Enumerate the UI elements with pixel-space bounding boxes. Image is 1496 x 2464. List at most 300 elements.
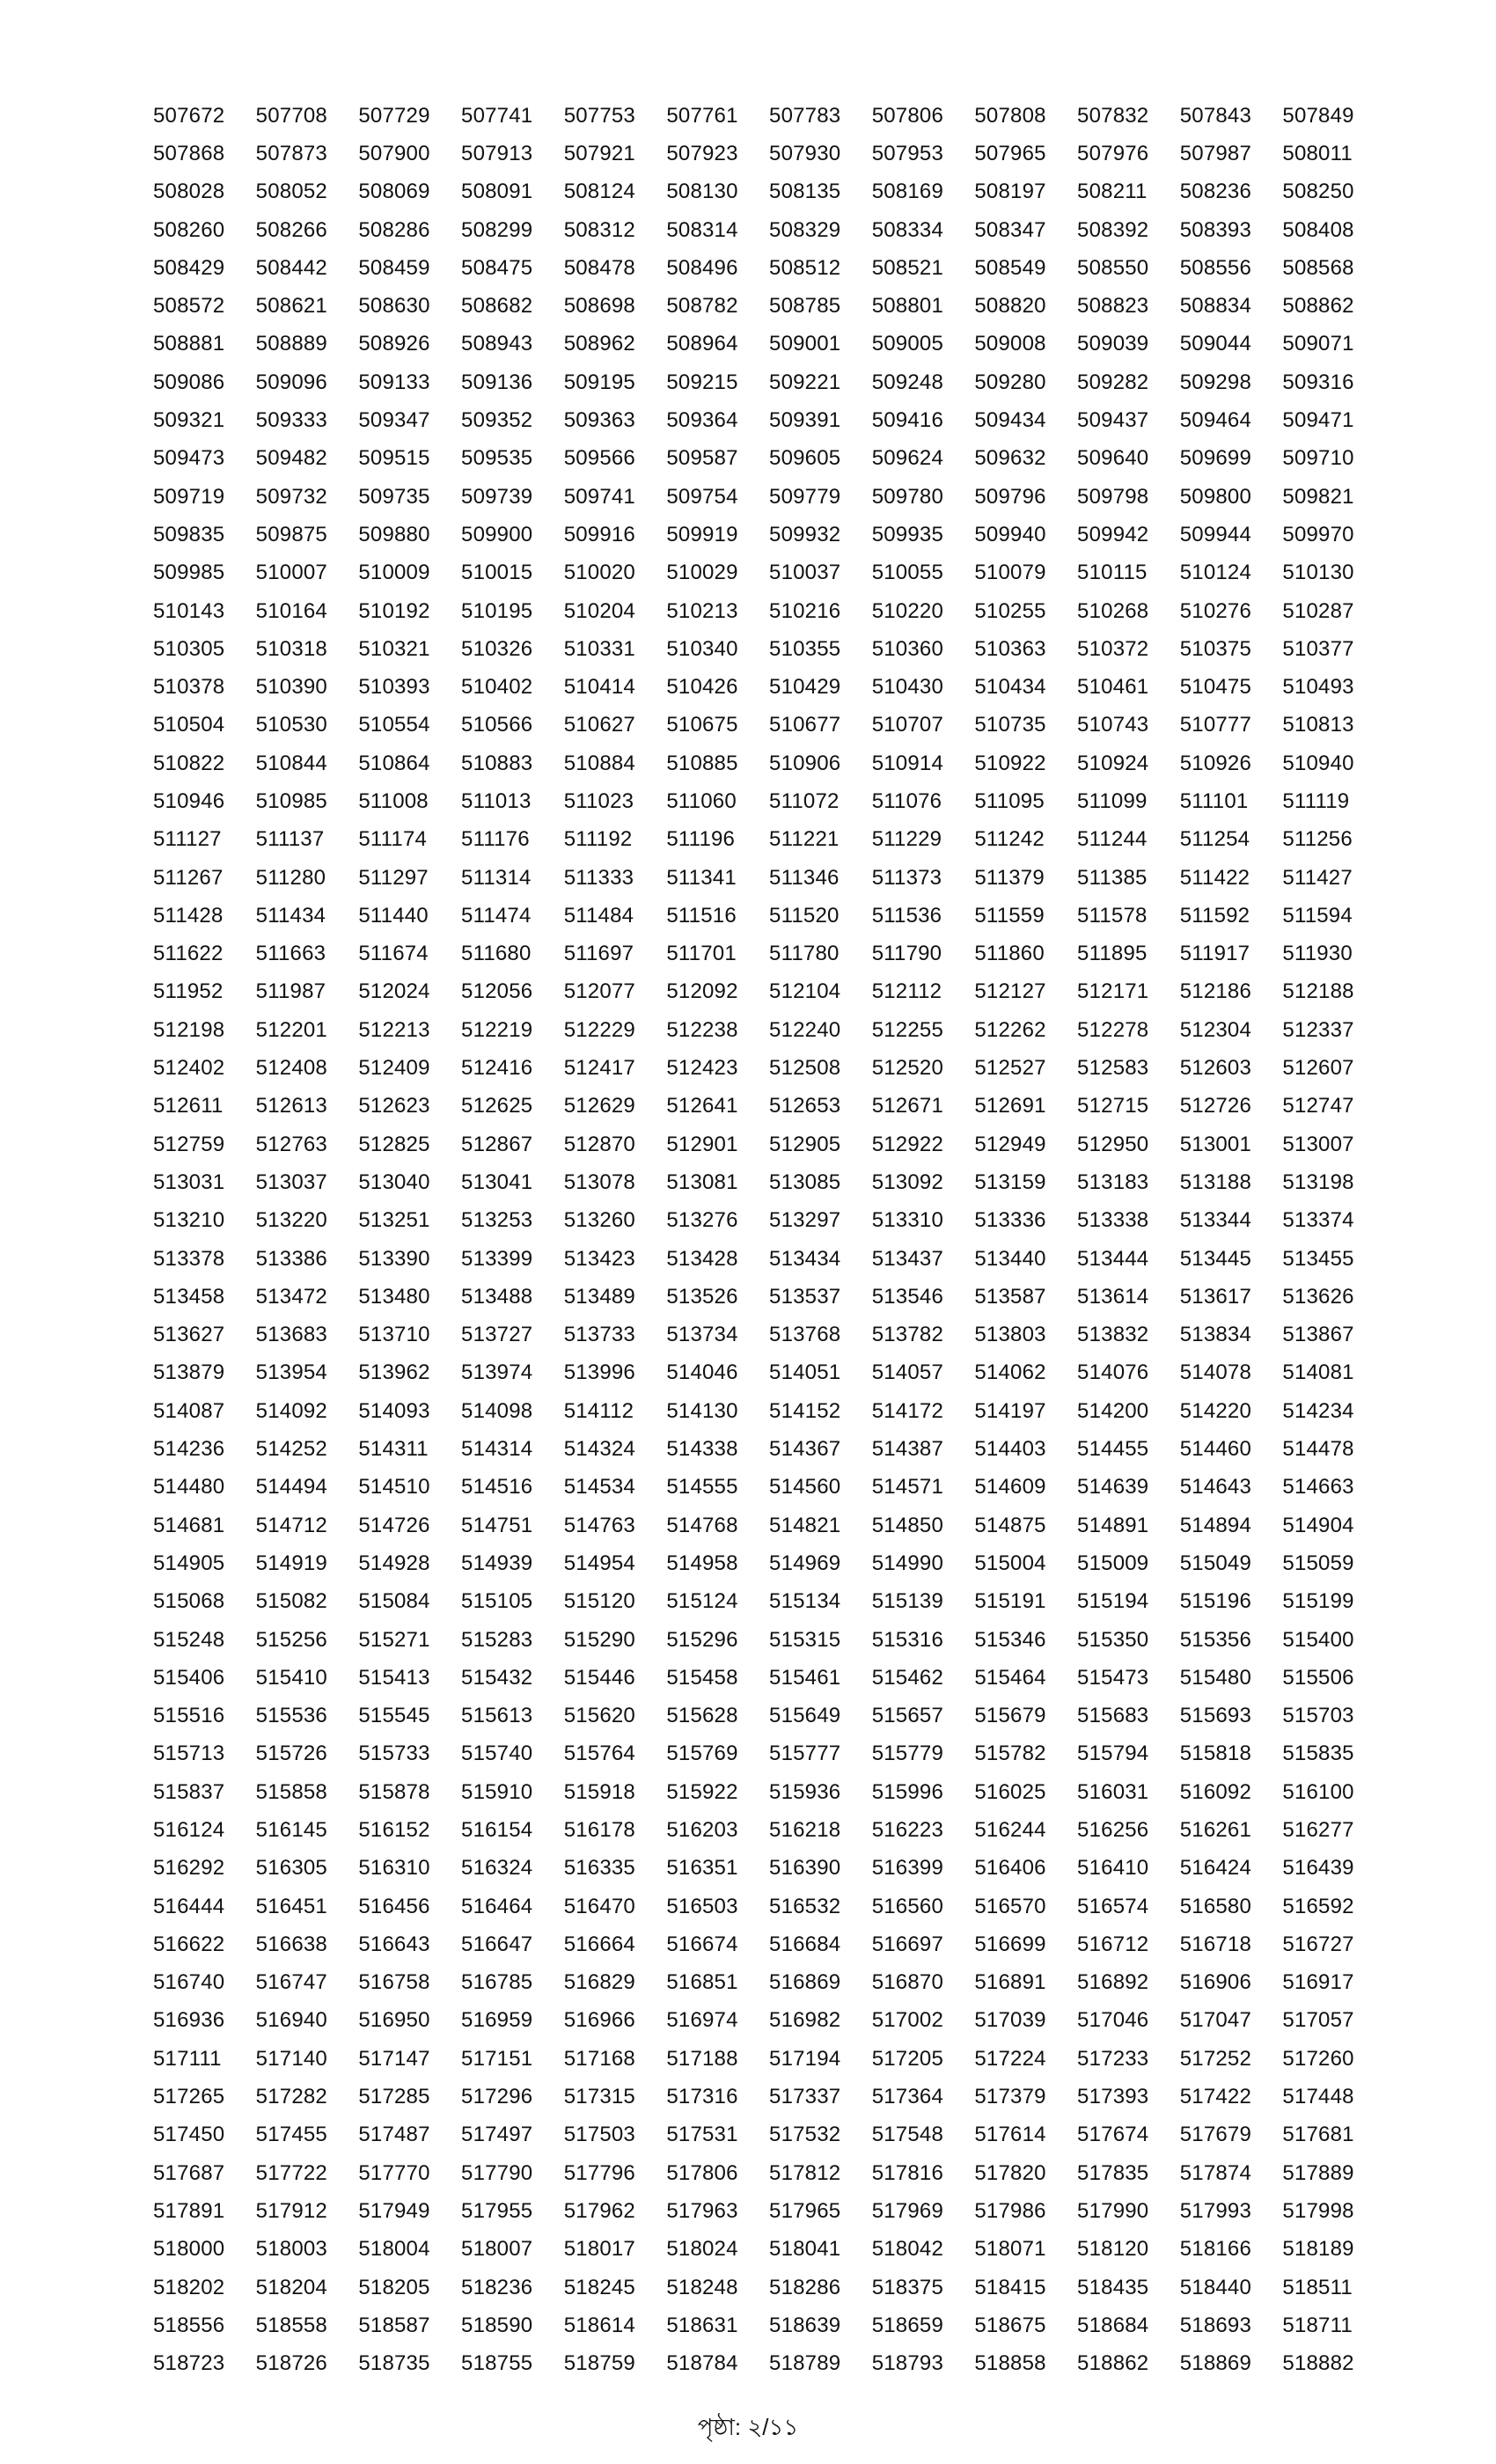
- roll-number: 510340: [666, 636, 738, 661]
- roll-number: 517963: [666, 2198, 738, 2223]
- roll-number: 518793: [871, 2351, 943, 2376]
- roll-number: 518726: [255, 2351, 327, 2376]
- roll-number: 512508: [769, 1056, 841, 1081]
- roll-number: 511952: [153, 979, 224, 1004]
- roll-number: 513007: [1282, 1132, 1354, 1156]
- roll-number: 512653: [769, 1094, 841, 1118]
- roll-number: 514571: [871, 1475, 943, 1500]
- roll-number: 508135: [769, 180, 841, 204]
- number-row: [153, 1163, 1385, 1201]
- roll-number: 515794: [1077, 1742, 1149, 1766]
- roll-number: 509298: [1179, 370, 1252, 394]
- roll-number: 518759: [563, 2351, 635, 2376]
- roll-number: 512905: [769, 1132, 841, 1156]
- roll-number: 511297: [358, 865, 429, 890]
- roll-number: 512112: [871, 979, 942, 1004]
- roll-number: 518511: [1282, 2275, 1353, 2299]
- roll-number: 517450: [153, 2123, 225, 2147]
- roll-number: 516560: [871, 1894, 943, 1918]
- number-row: [153, 1773, 1385, 1811]
- roll-number: 515406: [153, 1665, 225, 1690]
- roll-number: 516940: [255, 2008, 327, 2033]
- number-row: [153, 1316, 1385, 1354]
- roll-number: 512056: [461, 979, 533, 1004]
- roll-number: 515480: [1179, 1665, 1252, 1690]
- roll-number: 510115: [1077, 561, 1148, 585]
- roll-number: 510429: [769, 675, 841, 700]
- roll-number: 514234: [1282, 1398, 1354, 1423]
- roll-number: 512527: [974, 1056, 1046, 1081]
- roll-number: 511440: [358, 903, 429, 928]
- roll-number: 508197: [974, 180, 1046, 204]
- roll-number: 510318: [255, 636, 327, 661]
- roll-number: 518631: [666, 2313, 738, 2337]
- roll-number: 518375: [871, 2275, 943, 2299]
- roll-number: 516124: [153, 1818, 225, 1842]
- roll-number: 510276: [1179, 598, 1252, 623]
- roll-number: 515296: [666, 1627, 738, 1652]
- roll-number: 509800: [1179, 484, 1252, 509]
- roll-number: 514220: [1179, 1398, 1252, 1423]
- roll-number: 510985: [255, 788, 327, 813]
- number-row: [153, 744, 1385, 782]
- roll-number: 518435: [1077, 2275, 1149, 2299]
- roll-number: 508512: [769, 255, 841, 280]
- roll-number: 513374: [1282, 1208, 1354, 1233]
- roll-number: 513458: [153, 1284, 225, 1309]
- roll-number: 517337: [769, 2085, 841, 2109]
- roll-number: 512238: [666, 1017, 738, 1042]
- roll-number: 517448: [1282, 2085, 1354, 2109]
- roll-number: 508572: [153, 294, 225, 319]
- roll-number: 511674: [358, 942, 429, 966]
- roll-number: 512240: [769, 1017, 841, 1042]
- roll-number: 515194: [1077, 1589, 1149, 1614]
- roll-number: 517806: [666, 2160, 738, 2185]
- number-row: [153, 211, 1385, 249]
- roll-number: 516829: [563, 1970, 635, 1995]
- number-row: [153, 630, 1385, 668]
- roll-number: 515473: [1077, 1665, 1149, 1690]
- roll-number: 508314: [666, 217, 738, 242]
- roll-number: 513338: [1077, 1208, 1149, 1233]
- roll-number: 518789: [769, 2351, 841, 2376]
- roll-number: 511680: [461, 942, 532, 966]
- roll-number: 509363: [563, 408, 635, 433]
- roll-number: 517891: [153, 2198, 225, 2223]
- roll-number: 511196: [666, 827, 736, 852]
- roll-number: 510504: [153, 713, 225, 737]
- roll-number: 512024: [358, 979, 430, 1004]
- roll-number: 515679: [974, 1704, 1046, 1728]
- roll-number: 513537: [769, 1284, 841, 1309]
- roll-number: 511013: [461, 788, 532, 813]
- roll-number: 512629: [563, 1094, 635, 1118]
- number-row: [153, 1888, 1385, 1925]
- number-row: [153, 478, 1385, 516]
- roll-number: 507868: [153, 141, 225, 165]
- roll-number: 513489: [563, 1284, 635, 1309]
- roll-number: 514494: [255, 1475, 327, 1500]
- roll-number: 518659: [871, 2313, 943, 2337]
- roll-number: 514087: [153, 1398, 225, 1423]
- number-row: [153, 592, 1385, 630]
- roll-number: 517912: [255, 2198, 327, 2223]
- roll-number: 514324: [563, 1437, 635, 1462]
- roll-number: 518556: [153, 2313, 225, 2337]
- number-row: [153, 1697, 1385, 1734]
- roll-number: 515283: [461, 1627, 533, 1652]
- number-row: [153, 668, 1385, 706]
- roll-number: 515922: [666, 1779, 738, 1804]
- roll-number: 513782: [871, 1323, 943, 1347]
- roll-number: 509535: [461, 446, 533, 471]
- roll-number: 516218: [769, 1818, 841, 1842]
- roll-number: 512759: [153, 1132, 225, 1156]
- roll-number: 508682: [461, 294, 533, 319]
- number-row: [153, 973, 1385, 1011]
- roll-number: 510007: [255, 561, 327, 585]
- roll-number: 511256: [1282, 827, 1353, 852]
- roll-number: 513001: [1179, 1132, 1252, 1156]
- roll-number: 507761: [666, 103, 738, 128]
- roll-number: 515009: [1077, 1551, 1149, 1575]
- roll-number: 514387: [871, 1437, 943, 1462]
- roll-number: 509739: [461, 484, 533, 509]
- roll-number: 516974: [666, 2008, 738, 2033]
- roll-number: 509719: [153, 484, 225, 509]
- roll-number: 511373: [871, 865, 942, 890]
- roll-number: 516305: [255, 1856, 327, 1881]
- roll-number: 510946: [153, 788, 225, 813]
- roll-number: 515462: [871, 1665, 943, 1690]
- roll-number: 514076: [1077, 1360, 1149, 1385]
- roll-number: 509437: [1077, 408, 1149, 433]
- roll-number: 512607: [1282, 1056, 1354, 1081]
- roll-number: 508568: [1282, 255, 1354, 280]
- roll-number: 515620: [563, 1704, 635, 1728]
- roll-number: 517046: [1077, 2008, 1149, 2033]
- roll-number: 513344: [1179, 1208, 1252, 1233]
- number-row: [153, 1507, 1385, 1544]
- roll-number: 507849: [1282, 103, 1354, 128]
- roll-number: 510924: [1077, 751, 1149, 775]
- roll-number: 512337: [1282, 1017, 1354, 1042]
- number-row: [153, 1202, 1385, 1240]
- number-row: [153, 1088, 1385, 1126]
- roll-number: 507976: [1077, 141, 1149, 165]
- roll-number: 517140: [255, 2046, 327, 2071]
- roll-number: 510493: [1282, 675, 1354, 700]
- roll-number: 513879: [153, 1360, 225, 1385]
- roll-number: 515271: [358, 1627, 430, 1652]
- number-row: [153, 1925, 1385, 1963]
- roll-number: 511341: [666, 865, 737, 890]
- roll-number: 512219: [461, 1017, 533, 1042]
- roll-number: 509001: [769, 332, 841, 356]
- roll-number: 515996: [871, 1779, 943, 1804]
- roll-number: 513423: [563, 1246, 635, 1271]
- roll-number: 511174: [358, 827, 428, 852]
- roll-number: 516092: [1179, 1779, 1252, 1804]
- roll-number: 508169: [871, 180, 943, 204]
- roll-number: 516684: [769, 1932, 841, 1956]
- roll-number: 513220: [255, 1208, 327, 1233]
- roll-number: 514460: [1179, 1437, 1252, 1462]
- roll-number: 516699: [974, 1932, 1046, 1956]
- roll-number: 510922: [974, 751, 1046, 775]
- roll-number: 515918: [563, 1779, 635, 1804]
- roll-number: 515082: [255, 1589, 327, 1614]
- roll-number: 509699: [1179, 446, 1252, 471]
- roll-number: 515545: [358, 1704, 430, 1728]
- roll-number: 515764: [563, 1742, 635, 1766]
- number-row: [153, 2306, 1385, 2344]
- roll-number: 513251: [358, 1208, 430, 1233]
- roll-number: 511008: [358, 788, 429, 813]
- roll-number: 508496: [666, 255, 738, 280]
- roll-number: 509471: [1282, 408, 1354, 433]
- roll-number: 509942: [1077, 522, 1149, 546]
- roll-number: 518693: [1179, 2313, 1252, 2337]
- roll-number: 516950: [358, 2008, 430, 2033]
- roll-number: 515858: [255, 1779, 327, 1804]
- roll-number: 508478: [563, 255, 635, 280]
- roll-number: 514681: [153, 1513, 225, 1537]
- roll-number: 509221: [769, 370, 841, 394]
- roll-number: 516390: [769, 1856, 841, 1881]
- roll-number: 516451: [255, 1894, 327, 1918]
- roll-number: 515084: [358, 1589, 430, 1614]
- roll-number: 513188: [1179, 1170, 1252, 1194]
- roll-number: 511790: [871, 942, 942, 966]
- number-row: [153, 1240, 1385, 1278]
- number-row: [153, 401, 1385, 439]
- roll-number: 514560: [769, 1475, 841, 1500]
- roll-number: 516470: [563, 1894, 635, 1918]
- roll-number: 518882: [1282, 2351, 1354, 2376]
- roll-number: 518440: [1179, 2275, 1252, 2299]
- roll-number: 514639: [1077, 1475, 1149, 1500]
- number-row: [153, 287, 1385, 325]
- roll-number: 515410: [255, 1665, 327, 1690]
- number-row: [153, 2040, 1385, 2078]
- roll-number: 516891: [974, 1970, 1046, 1995]
- number-row: [153, 440, 1385, 478]
- roll-number: 508429: [153, 255, 225, 280]
- roll-number: 518735: [358, 2351, 430, 2376]
- roll-number: 516959: [461, 2008, 533, 2033]
- roll-number: 516870: [871, 1970, 943, 1995]
- roll-number: 508834: [1179, 294, 1252, 319]
- roll-number: 508052: [255, 180, 327, 204]
- roll-number: 508698: [563, 294, 635, 319]
- roll-number: 517962: [563, 2198, 635, 2223]
- roll-number: 517002: [871, 2008, 943, 2033]
- roll-number: 517993: [1179, 2198, 1252, 2223]
- roll-number: 515105: [461, 1589, 533, 1614]
- roll-number: 508621: [255, 294, 327, 319]
- roll-number: 513081: [666, 1170, 738, 1194]
- roll-number: 509940: [974, 522, 1046, 546]
- roll-number: 515713: [153, 1742, 225, 1766]
- roll-number: 511697: [563, 942, 634, 966]
- roll-number: 509780: [871, 484, 943, 509]
- roll-number: 517393: [1077, 2085, 1149, 2109]
- roll-number: 516351: [666, 1856, 738, 1881]
- roll-number: 516444: [153, 1894, 225, 1918]
- roll-number: 511379: [974, 865, 1045, 890]
- roll-number: 518590: [461, 2313, 533, 2337]
- roll-number: 517315: [563, 2085, 635, 2109]
- roll-number: 510037: [769, 561, 841, 585]
- roll-number: 512092: [666, 979, 738, 1004]
- roll-number: 515346: [974, 1627, 1046, 1652]
- roll-number: 507729: [358, 103, 430, 128]
- roll-number: 515004: [974, 1551, 1046, 1575]
- roll-number: 514455: [1077, 1437, 1149, 1462]
- roll-number: 510204: [563, 598, 635, 623]
- number-row: [153, 1964, 1385, 2002]
- roll-number: 512691: [974, 1094, 1046, 1118]
- number-row: [153, 135, 1385, 172]
- roll-number: 516145: [255, 1818, 327, 1842]
- roll-number: 510777: [1179, 713, 1252, 737]
- roll-number: 510363: [974, 636, 1046, 661]
- roll-number: 514768: [666, 1513, 738, 1537]
- roll-number: 515703: [1282, 1704, 1354, 1728]
- roll-number: 514046: [666, 1360, 738, 1385]
- roll-number: 509482: [255, 446, 327, 471]
- roll-number: 516244: [974, 1818, 1046, 1842]
- roll-number: 514751: [461, 1513, 533, 1537]
- roll-number: 511101: [1179, 788, 1249, 813]
- roll-number: 509416: [871, 408, 943, 433]
- roll-number: 510192: [358, 598, 430, 623]
- roll-number: 516580: [1179, 1894, 1252, 1918]
- number-row: [153, 1392, 1385, 1430]
- roll-number: 508334: [871, 217, 943, 242]
- roll-number: 515649: [769, 1704, 841, 1728]
- roll-number: 512613: [255, 1094, 327, 1118]
- roll-number: 515628: [666, 1704, 738, 1728]
- roll-number: 515657: [871, 1704, 943, 1728]
- roll-number: 518007: [461, 2237, 533, 2262]
- number-row: [153, 2192, 1385, 2230]
- roll-number: 508943: [461, 332, 533, 356]
- roll-number: 517532: [769, 2123, 841, 2147]
- roll-number: 510355: [769, 636, 841, 661]
- roll-number: 517796: [563, 2160, 635, 2185]
- roll-number: 513260: [563, 1208, 635, 1233]
- roll-number: 512409: [358, 1056, 430, 1081]
- roll-number: 513378: [153, 1246, 225, 1271]
- roll-number: 508286: [358, 217, 430, 242]
- roll-number: 513488: [461, 1284, 533, 1309]
- roll-number: 509133: [358, 370, 430, 394]
- roll-number: 517548: [871, 2123, 943, 2147]
- roll-number: 516203: [666, 1818, 738, 1842]
- roll-number: 517497: [461, 2123, 533, 2147]
- roll-number: 517379: [974, 2085, 1046, 2109]
- roll-number: 512623: [358, 1094, 430, 1118]
- roll-number: 516100: [1282, 1779, 1354, 1804]
- roll-number: 517224: [974, 2046, 1046, 2071]
- roll-number: 518189: [1282, 2237, 1354, 2262]
- roll-number: 509919: [666, 522, 738, 546]
- roll-number: 509136: [461, 370, 533, 394]
- roll-number: 513480: [358, 1284, 430, 1309]
- roll-number: 517816: [871, 2160, 943, 2185]
- roll-number: 518248: [666, 2275, 738, 2299]
- roll-number: 513041: [461, 1170, 533, 1194]
- roll-number: 512583: [1077, 1056, 1149, 1081]
- roll-number: 507953: [871, 141, 943, 165]
- roll-number: 518120: [1077, 2237, 1149, 2262]
- roll-number: 515613: [461, 1704, 533, 1728]
- roll-number: 518024: [666, 2237, 738, 2262]
- roll-number: 512255: [871, 1017, 943, 1042]
- roll-number: 512520: [871, 1056, 943, 1081]
- roll-number: 510677: [769, 713, 841, 737]
- roll-number: 518723: [153, 2351, 225, 2376]
- roll-number: 509741: [563, 484, 635, 509]
- roll-number: 510020: [563, 561, 635, 585]
- roll-number: 509280: [974, 370, 1046, 394]
- roll-number: 511895: [1077, 942, 1148, 966]
- roll-number: 512641: [666, 1094, 738, 1118]
- roll-number: 516982: [769, 2008, 841, 2033]
- roll-number: 507741: [461, 103, 533, 128]
- roll-number: 515446: [563, 1665, 635, 1690]
- roll-number: 515059: [1282, 1551, 1354, 1575]
- roll-number: 507873: [255, 141, 327, 165]
- roll-number: 514891: [1077, 1513, 1149, 1537]
- roll-number: 509835: [153, 522, 225, 546]
- roll-number: 518639: [769, 2313, 841, 2337]
- number-row: [153, 326, 1385, 363]
- roll-number: 508630: [358, 294, 430, 319]
- roll-number: 509248: [871, 370, 943, 394]
- number-row: [153, 173, 1385, 211]
- roll-number: 511095: [974, 788, 1045, 813]
- roll-number: 508801: [871, 294, 943, 319]
- roll-number: 510566: [461, 713, 533, 737]
- roll-number: 517681: [1282, 2123, 1354, 2147]
- roll-number: 510414: [563, 675, 635, 700]
- roll-number: 511987: [255, 979, 326, 1004]
- roll-number: 512949: [974, 1132, 1046, 1156]
- roll-number: 516892: [1077, 1970, 1149, 1995]
- roll-number: 509900: [461, 522, 533, 546]
- roll-number: 513962: [358, 1360, 430, 1385]
- roll-number: 515683: [1077, 1704, 1149, 1728]
- roll-number: 515818: [1179, 1742, 1252, 1766]
- roll-number: 511434: [255, 903, 326, 928]
- roll-number: 508069: [358, 180, 430, 204]
- roll-number: 512278: [1077, 1017, 1149, 1042]
- roll-number: 512715: [1077, 1094, 1149, 1118]
- roll-number: 510378: [153, 675, 225, 700]
- roll-number: 510220: [871, 598, 943, 623]
- roll-number: 517790: [461, 2160, 533, 2185]
- roll-number: 510015: [461, 561, 533, 585]
- roll-number: 512229: [563, 1017, 635, 1042]
- roll-number: 513768: [769, 1323, 841, 1347]
- roll-number: 516223: [871, 1818, 943, 1842]
- roll-number: 511536: [871, 903, 942, 928]
- roll-number: 518071: [974, 2237, 1046, 2262]
